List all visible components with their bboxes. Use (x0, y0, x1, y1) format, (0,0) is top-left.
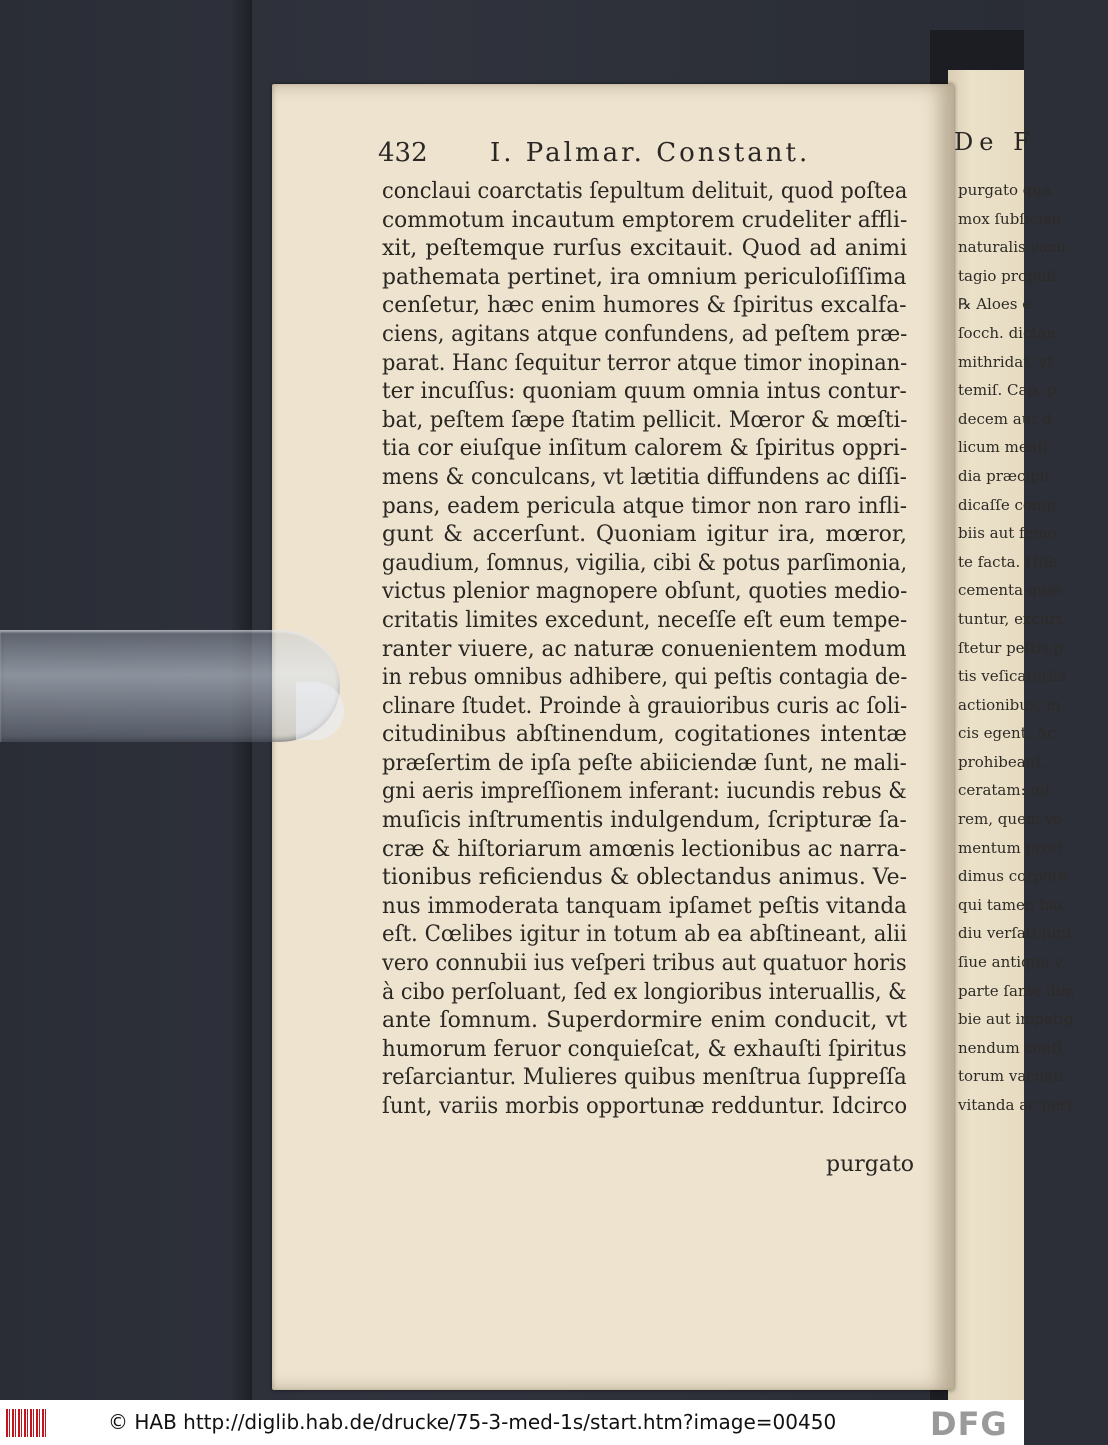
facing-text-line: ceratam: mi (958, 781, 1050, 800)
text-line: reſarciantur. Mulieres quibus menſtrua ſuppreſſa (382, 1065, 907, 1091)
facing-text-line: tis veſicatoriis (958, 667, 1066, 686)
text-line: bat, peſtem ſæpe ſtatim pellicit. Mœror & mœſti- (382, 407, 908, 433)
facing-text-line: rem, quem ve (958, 810, 1063, 829)
facing-page (948, 70, 1075, 1400)
text-line: critatis limites excedunt, neceſſe eſt eum tempe- (382, 607, 908, 633)
text-line: humorum feruor conquieſcat, & exhauſti ſpiritus (382, 1036, 907, 1062)
text-line: commotum incautum emptorem crudeliter affli- (382, 207, 908, 233)
facing-running-head: De F (954, 128, 1036, 156)
facing-text-line: te facta. Hiſe (958, 552, 1058, 571)
facing-text-line: mox ſubſician (958, 209, 1062, 228)
facing-text-line: bie aut impetig (958, 1010, 1074, 1029)
text-line: citudinibus abſtinendum, cogitationes intentæ (382, 722, 907, 748)
facing-text-line: actionibus, m (958, 695, 1061, 714)
text-line: ter incuſſus: quoniam quum omnia intus contur- (382, 379, 907, 405)
facing-text-line: torum vacuati (958, 1067, 1065, 1086)
text-line: nus immoderata tanquam ipſamet peſtis vitanda (382, 893, 907, 919)
catchword: purgato (826, 1152, 915, 1177)
text-line: victus plenior magnopere obſunt, quoties medio- (382, 579, 908, 605)
text-line: ſunt, variis morbis opportunæ redduntur. Idcirco (382, 1094, 908, 1119)
facing-text-line: cementa quæ (958, 581, 1062, 600)
running-title: I. Palmar. Constant. (490, 138, 811, 168)
page-number: 432 (378, 138, 428, 168)
text-line: tionibus reficiendus & oblectandus animus. Ve- (382, 865, 908, 891)
facing-text-line: biis aut femo (958, 524, 1057, 543)
text-line: tia cor eiuſque inſitum calorem & ſpiritus oppri- (382, 436, 908, 462)
text-line: gunt & accerſunt. Quoniam igitur ira, mœror, (382, 522, 907, 548)
text-line: ante ſomnum. Superdormire enim conducit, vt (382, 1008, 907, 1034)
text-line: conclaui coarctatis ſepultum delituit, quod poſtea (382, 179, 908, 204)
text-line: præſertim de ipſa peſte abiiciendæ ſunt, ne mali- (382, 750, 907, 776)
facing-text-line: cis egent. Ac (958, 724, 1056, 743)
copyright-url[interactable]: © HAB http://diglib.hab.de/drucke/75-3-med-1s/start.htm?image=00450 (108, 1410, 837, 1434)
facing-text-line: tuntur, excurt (958, 609, 1063, 628)
text-line: pans, eadem pericula atque timor non raro infli- (382, 493, 908, 519)
facing-text-line: ſocch. dictan (958, 323, 1057, 342)
facing-text-line: licum menſt (958, 438, 1049, 457)
facing-text-line: prohibeant, (958, 752, 1047, 771)
facing-text-line: qui tamen hac (958, 895, 1067, 914)
barcode-icon (6, 1409, 46, 1437)
text-line: gni aeris impreſſionem inferant: iucundis rebus & (382, 779, 907, 805)
text-line: clinare ſtudet. Proinde à grauioribus curis ac ſoli- (382, 693, 908, 719)
text-line: gaudium, ſomnus, vigilia, cibi & potus parſimonia, (382, 550, 908, 576)
facing-text-line: tagio propulſ (958, 266, 1057, 285)
text-line: eſt. Cœlibes igitur in totum ab ea abſtineant, alii (382, 922, 907, 948)
facing-text-line: temiſ. Cap. p (958, 381, 1057, 400)
text-line: mens & conculcans, vt lætitia diffundens ac diſſi- (382, 464, 907, 490)
text-line: parat. Hanc ſequitur terror atque timor inopinan- (382, 350, 908, 376)
page-body-text (382, 178, 907, 1122)
facing-text-line: mentum prori (958, 838, 1064, 857)
text-line: ciens, agitans atque confundens, ad peſtem præ- (382, 321, 908, 347)
text-line: xit, peſtemque rurſus excitauit. Quod ad animi (382, 236, 907, 262)
facing-text-line: diu verſati ſunt (958, 924, 1073, 943)
facing-text-line: dia præcipu (958, 466, 1050, 485)
facing-text-line: decem aut d (958, 409, 1052, 428)
text-line: vero connubii ius veſperi tribus aut quatuor horis (382, 951, 907, 977)
text-line: ranter viuere, ac naturæ conuenientem modum (382, 636, 907, 662)
text-line: cræ & hiſtoriarum amœnis lectionibus ac narra- (382, 836, 907, 862)
facing-text-line: ſtetur peſtis p (958, 638, 1064, 657)
facing-text-line: mithridat. vt (958, 352, 1054, 371)
text-line: pathemata pertinet, ira omnium periculoſiſſima (382, 264, 907, 290)
facing-text-line: ℞ Aloes e (958, 295, 1032, 314)
text-line: à cibo perſoluant, ſed ex longioribus interuallis, & (382, 979, 907, 1005)
facing-text-line: dicaſſe comp (958, 495, 1056, 514)
facing-text-line: dimus corpore (958, 867, 1069, 886)
facing-text-line: ſiue antiqua v (958, 953, 1063, 972)
facing-text-line: parte ſanie dim (958, 981, 1075, 1000)
facing-text-line: purgato qua (958, 181, 1052, 199)
facing-text-line: naturalis vacu (958, 238, 1066, 257)
facing-text-line: vitanda ac peri (958, 1096, 1072, 1114)
text-line: in rebus omnibus adhibere, qui peſtis contagia de- (382, 665, 908, 691)
facing-text-line: nendum conſi (958, 1038, 1062, 1057)
text-line: cenſetur, hæc enim humores & ſpiritus excalfa- (382, 293, 907, 319)
facing-page-text (958, 176, 1108, 1120)
page-holder-pointer (0, 630, 340, 742)
dfg-logo: DFG (930, 1405, 1008, 1443)
text-line: muſicis inſtrumentis indulgendum, ſcripturæ ſa- (382, 808, 907, 834)
